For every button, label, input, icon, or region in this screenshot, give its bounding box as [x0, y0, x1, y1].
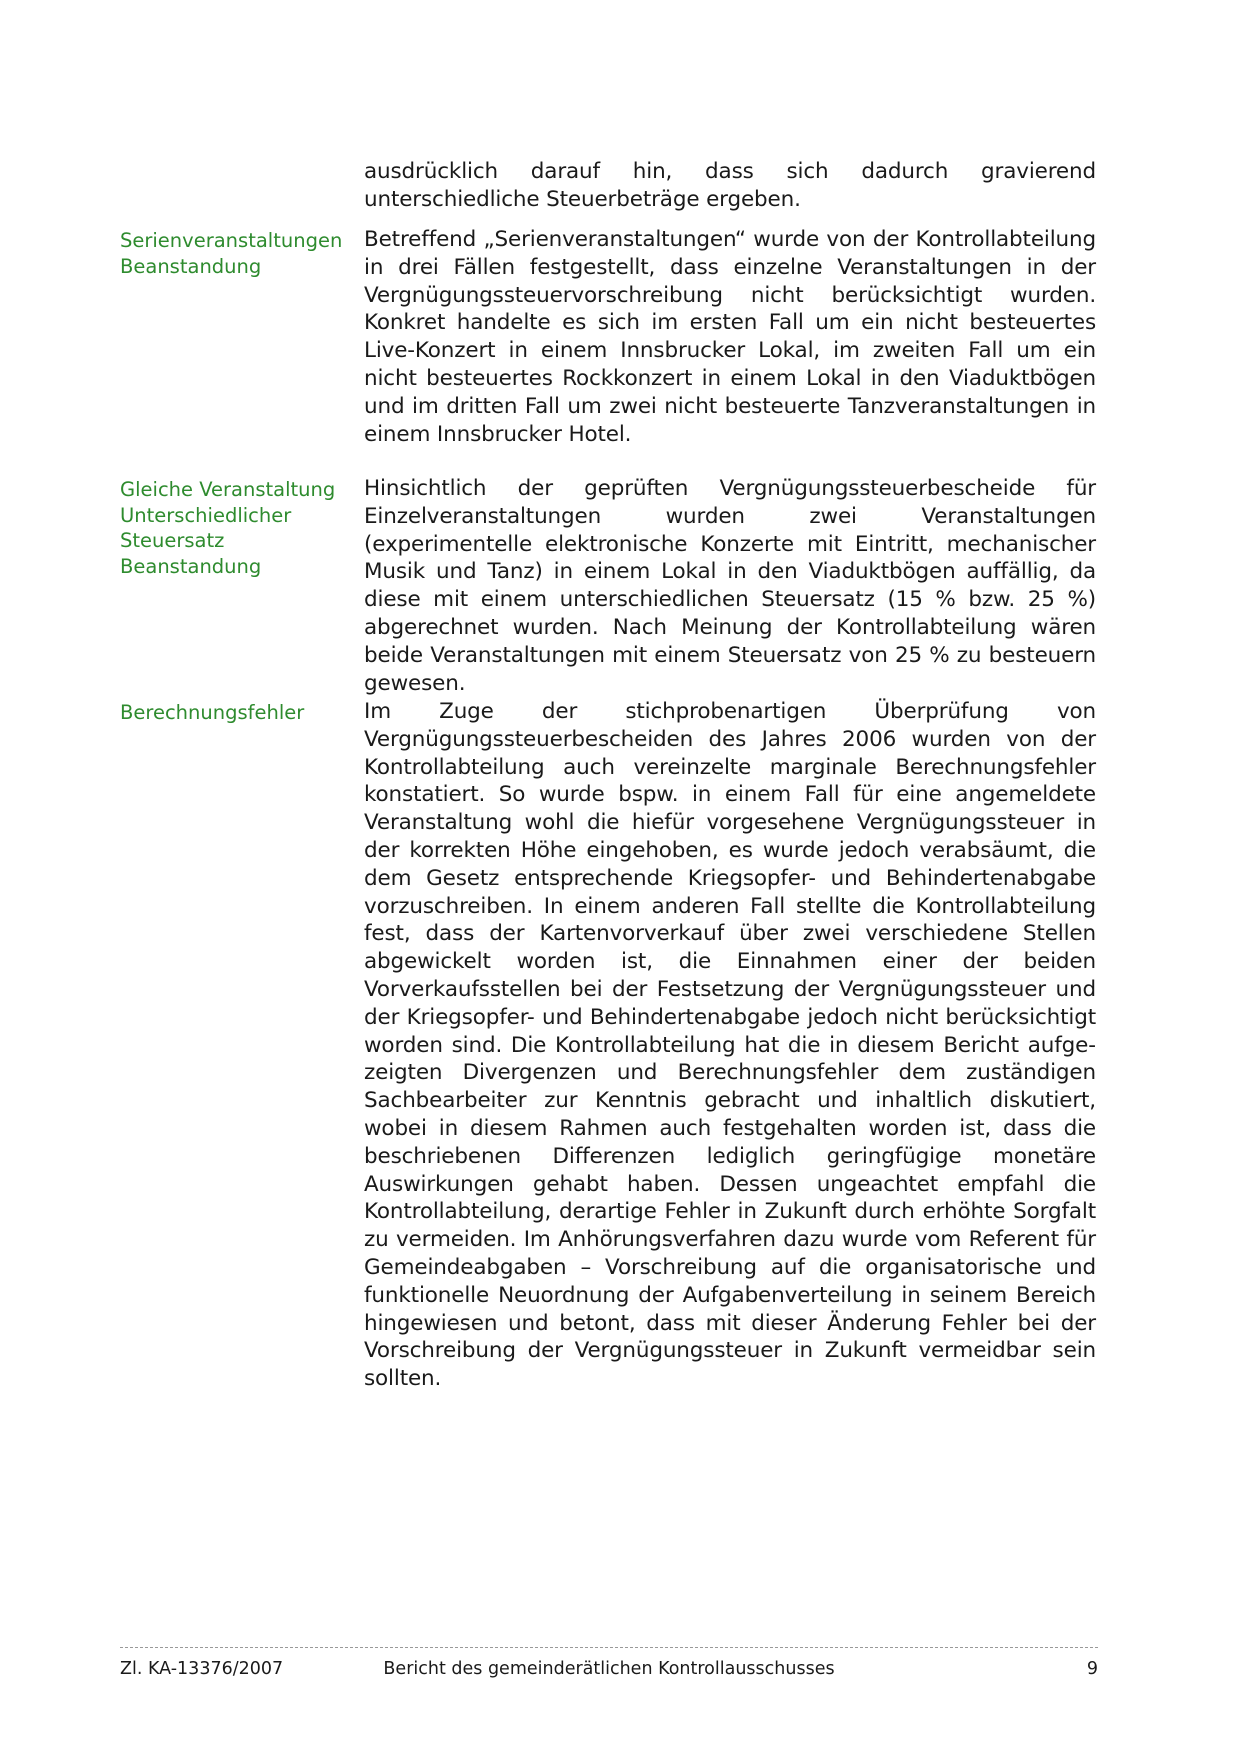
margin-note-line: Beanstandung [120, 554, 262, 578]
footer-title: Bericht des gemeinderätlichen Kontrollausschusses [383, 1659, 835, 1679]
margin-note-line: Beanstandung [120, 254, 262, 278]
margin-note-line: Steuersatz [120, 529, 225, 552]
margin-note-gleiche-veranstaltung [120, 477, 350, 579]
page-footer [120, 1656, 1098, 1682]
margin-note-line: Gleiche Veranstaltung [120, 478, 336, 501]
page-number: 9 [1086, 1659, 1098, 1679]
margin-note-line: Unterschiedlicher [120, 503, 292, 527]
footer-reference: Zl. KA-13376/2007 [120, 1659, 284, 1679]
margin-note-berechnungsfehler [120, 700, 350, 726]
footer-divider [120, 1647, 1098, 1648]
paragraph-berechnungsfehler: Im Zuge der stichprobenartigen Überprüfung von Vergnügungssteuerbescheiden des Jahres 2006 wurden von der Kontrollabteilung auch vereinzelte marginale Berechnungsfehler konstatiert. So wurde bspw. in einem Fall für eine angemeldete Veranstaltung wohl die hiefür vorgesehene Vergnügungssteuer in der korrekten Höhe eingehoben, es wurde jedoch verabsäumt, die dem Gesetz entsprechende Kriegsopfer- und Behindertenabgabe vorzuschreiben. In einem anderen Fall stellte die Kontrollabteilung fest, dass der Kartenvorverkauf über zwei verschiedene Stellen abgewickelt worden ist, die Einnahmen einer der beiden Vorverkaufsstellen bei der Festsetzung der Vergnügungssteuer und der Kriegsopfer- und Behindertenabgabe jedoch nicht berücksichtigt worden sind. Die Kontrollabteilung hat die in diesem Bericht aufgezeigten Divergenzen und Berechnungsfehler dem zuständigen Sachbearbeiter zur Kenntnis gebracht und inhaltlich diskutiert, wobei in diesem Rahmen auch festgehalten worden ist, dass die beschriebenen Differenzen lediglich geringfügige monetäre Auswirkungen gehabt haben. Dessen ungeachtet empfahl die Kontrollabteilung, derartige Fehler in Zukunft durch erhöhte Sorgfalt zu vermeiden. Im Anhörungsverfahren dazu wurde vom Referent für Gemeindeabgaben – Vorschreibung auf die organisatorische und funktionelle Neuordnung der Aufgabenverteilung in seinem Bereich hingewiesen und betont, dass mit dieser Änderung Fehler bei der Vorschreibung der Vergnügungssteuer in Zukunft vermeidbar sein sollten. [364, 699, 1096, 1392]
margin-note-serienveranstaltungen [120, 228, 350, 279]
paragraph-gleiche-veranstaltung: Hinsichtlich der geprüften Vergnügungssteuerbescheide für Einzelveranstaltungen wurden zwei Veranstaltungen (experimentelle elektronische Konzerte mit Eintritt, mechanischer Musik und Tanz) in einem Lokal in den Viaduktbögen auffällig, da diese mit einem unterschiedlichen Steuersatz (15 % bzw. 25 %) abgerechnet wurden. Nach Meinung der Kontrollabteilung wären beide Veranstaltungen mit einem Steuersatz von 25 % zu besteuern gewesen. [364, 476, 1096, 696]
paragraph-continuation: ausdrücklich darauf hin, dass sich dadurch gravierend unterschiedliche Steuerbeträge ergeben. [364, 159, 1096, 212]
margin-note-line: Berechnungsfehler [120, 701, 305, 724]
paragraph-serienveranstaltungen: Betreffend „Serienveranstaltungen“ wurde von der Kontrollabteilung in drei Fällen festgestellt, dass einzelne Veranstaltungen in der Vergnügungssteuervorschreibung nicht berücksichtigt wurden. Konkret handelte es sich im ersten Fall um ein nicht besteuertes Live-Konzert in einem Innsbrucker Lokal, im zweiten Fall um ein nicht besteuertes Rockkonzert in einem Lokal in den Viaduktbögen und im dritten Fall um zwei nicht besteuerte Tanzveranstaltungen in einem Innsbrucker Hotel. [364, 227, 1096, 447]
margin-note-line: Serienveranstaltungen [120, 229, 343, 252]
